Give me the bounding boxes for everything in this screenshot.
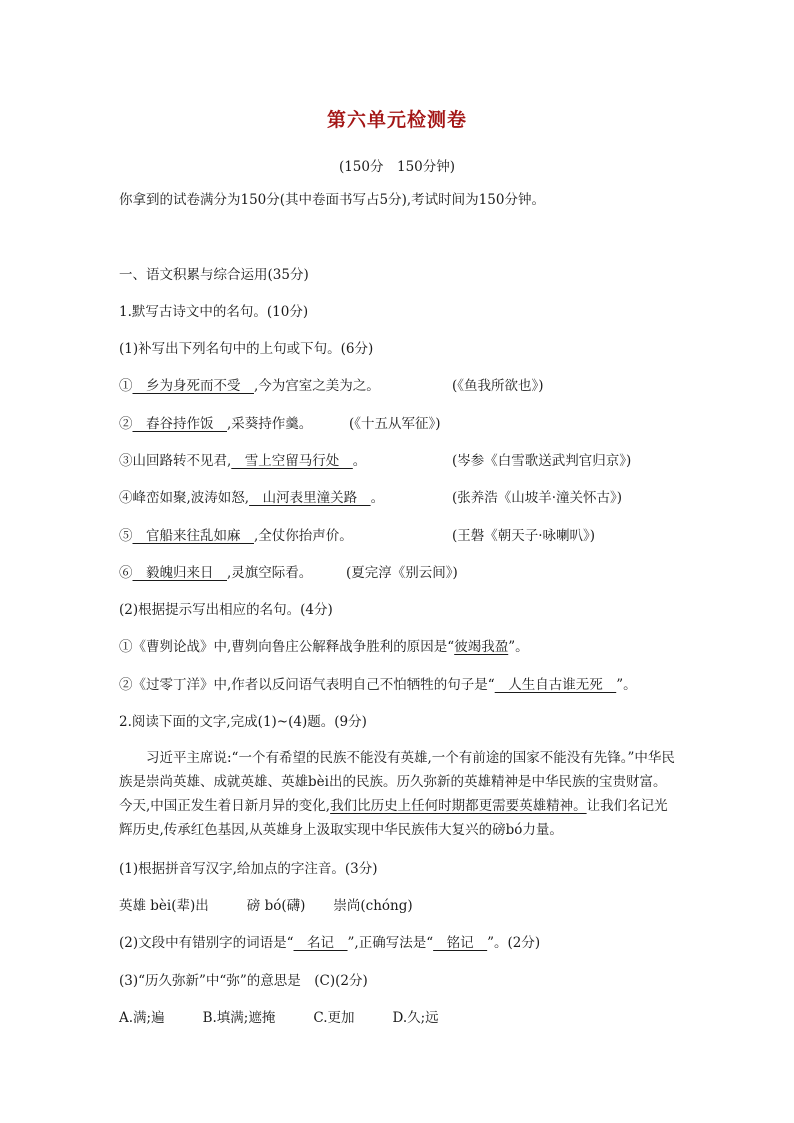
question-2-part2: (2)文段中有错别字的词语是“ 名记 ”,正确写法是“ 铭记 ”。(2分) <box>119 935 541 951</box>
option-c: C.更加 <box>313 1010 355 1026</box>
reading-passage: 习近平主席说:“一个有希望的民族不能没有英雄,一个有前途的国家不能没有先锋。”中华民族是崇尚英雄、成就英雄、英雄bèi出的民族。历久弥新的英雄精神是中华民族的宝贵财富。今天,中国正发生着日新月异的变化,我们比历史上任何时期都更需要英雄精神。让我们名记光辉历史,传承红色基因,从英雄身上汲取实现中华民族伟大复兴的磅bó力量。 <box>119 750 675 838</box>
fill-item: ⑥ 毅魄归来日 ,灵旗空际看。 <box>119 565 313 581</box>
fill-item: ① 乡为身死而不受 ,今为宫室之美为之。 <box>119 378 380 394</box>
option-a: A.满;遍 <box>119 1010 165 1026</box>
answer-blank: 雪上空留马行处 <box>231 453 353 469</box>
answer-blank: 舂谷持作饭 <box>132 416 227 432</box>
option-d: D.久;远 <box>392 1010 439 1026</box>
poem-source: (《十五从军征》) <box>349 416 441 432</box>
poem-source: (夏完淳《别云间》) <box>346 565 458 581</box>
answer-blank: 乡为身死而不受 <box>132 378 254 394</box>
answer-blank: 官船来往乱如麻 <box>132 528 254 544</box>
page-subtitle: (150分 150分钟) <box>338 159 456 175</box>
question-1-stem: 1.默写古诗文中的名句。(10分) <box>119 304 309 320</box>
fill-item: ⑤ 官船来往乱如麻 ,全仗你抬声价。 <box>119 528 353 544</box>
answer-blank: 人生自古谁无死 <box>494 677 617 693</box>
question-1-part1-stem: (1)补写出下列名句中的上句或下句。(6分) <box>119 341 374 357</box>
prompt-item: ①《曹刿论战》中,曹刿向鲁庄公解释战争胜利的原因是“彼竭我盈”。 <box>119 639 529 655</box>
page-title: 第六单元检测卷 <box>326 109 467 131</box>
question-2-part1-stem: (1)根据拼音写汉字,给加点的字注音。(3分) <box>119 861 378 877</box>
question-1-part2-stem: (2)根据提示写出相应的名句。(4分) <box>119 602 333 618</box>
poem-source: (张养浩《山坡羊·潼关怀古》) <box>452 490 623 506</box>
poem-source: (《鱼我所欲也》) <box>452 378 544 394</box>
choice-options <box>119 1008 477 1028</box>
answer-blank: 名记 <box>293 935 348 951</box>
poem-source: (王磐《朝天子·咏喇叭》) <box>452 528 596 544</box>
prompt-item: ②《过零丁洋》中,作者以反问语气表明自己不怕牺牲的句子是“ 人生自古谁无死 ”。 <box>119 677 637 693</box>
answer-blank: 彼竭我盈 <box>454 639 509 655</box>
exam-intro: 你拿到的试卷满分为150分(其中卷面书写占5分),考试时间为150分钟。 <box>119 192 545 208</box>
pinyin-answers: 英雄 bèi(辈)出 磅 bó(礴) 崇尚(chóng) <box>119 898 413 914</box>
poem-source: (岑参《白雪歌送武判官归京》) <box>452 453 632 469</box>
question-2-stem: 2.阅读下面的文字,完成(1)~(4)题。(9分) <box>119 714 367 730</box>
fill-item: ④峰峦如聚,波涛如怒, 山河表里潼关路 。 <box>119 490 385 506</box>
answer-blank: 铭记 <box>433 935 488 951</box>
answer-blank: 毅魄归来日 <box>132 565 227 581</box>
question-2-part3-stem: (3)“历久弥新”中“弥”的意思是 (C)(2分) <box>119 973 368 989</box>
answer-blank: 山河表里潼关路 <box>249 490 371 506</box>
fill-item: ③山回路转不见君, 雪上空留马行处 。 <box>119 453 367 469</box>
section-heading: 一、语文积累与综合运用(35分) <box>119 267 309 283</box>
fill-item: ② 舂谷持作饭 ,采葵持作羹。 <box>119 416 313 432</box>
underlined-sentence: 我们比历史上任何时期都更需要英雄精神。 <box>330 798 587 814</box>
option-b: B.填满;遮掩 <box>202 1010 276 1026</box>
